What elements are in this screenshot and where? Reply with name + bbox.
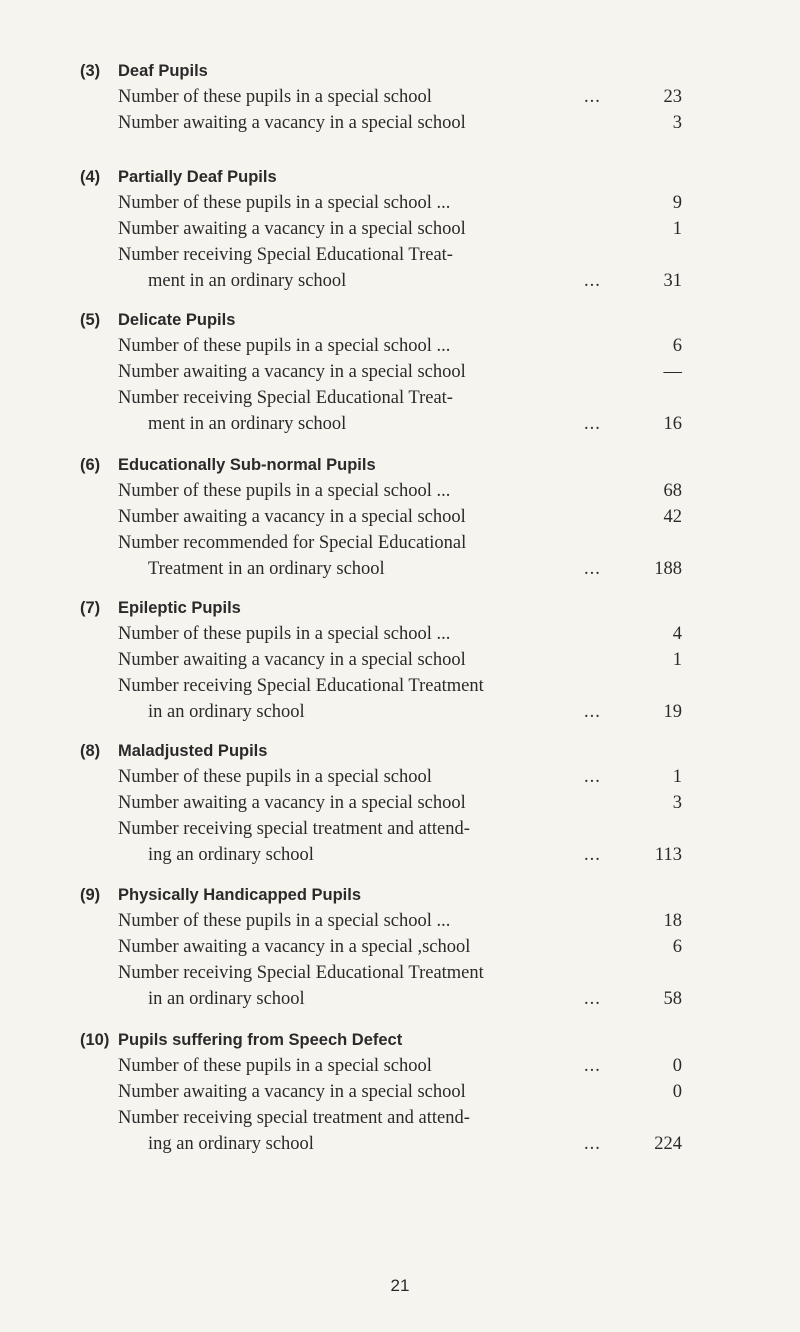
table-row: [80, 190, 700, 216]
row-value: 68: [663, 481, 682, 501]
section-partially-deaf-pupils: [80, 164, 700, 294]
table-row: [80, 530, 700, 556]
row-label: Number awaiting a vacancy in a special school: [118, 219, 466, 239]
section-title: Maladjusted Pupils: [118, 742, 268, 760]
row-value: 188: [654, 559, 682, 579]
section-title: Delicate Pupils: [118, 311, 236, 329]
section-title: Deaf Pupils: [118, 62, 208, 80]
row-label: Number of these pupils in a special school: [118, 767, 432, 787]
table-row: [80, 986, 700, 1012]
row-label: in an ordinary school: [148, 989, 305, 1009]
section-number: (8): [80, 742, 101, 760]
section-heading: [80, 452, 700, 478]
leader-dots: ...: [584, 702, 601, 722]
row-value: 6: [672, 336, 682, 356]
row-label: Number of these pupils in a special school ...: [118, 193, 451, 213]
row-label: Number awaiting a vacancy in a special school: [118, 362, 466, 382]
row-value: 3: [672, 793, 682, 813]
table-row: [80, 934, 700, 960]
section-heading: [80, 164, 700, 190]
table-row: [80, 673, 700, 699]
row-label: Number recommended for Special Educational: [118, 533, 467, 553]
row-label: ing an ordinary school: [148, 1134, 314, 1154]
row-label: ment in an ordinary school: [148, 414, 347, 434]
section-delicate-pupils: [80, 307, 700, 437]
section-educationally-subnormal-pupils: [80, 452, 700, 582]
section-number: (3): [80, 62, 101, 80]
section-number: (7): [80, 599, 101, 617]
row-label: Number awaiting a vacancy in a special school: [118, 650, 466, 670]
row-value: 113: [654, 845, 682, 865]
table-row: [80, 842, 700, 868]
section-heading: [80, 595, 700, 621]
leader-dots: ...: [584, 559, 601, 579]
row-label: Number of these pupils in a special school ...: [118, 624, 451, 644]
row-label: Number receiving Special Educational Treat-: [118, 388, 453, 408]
section-title: Partially Deaf Pupils: [118, 168, 277, 186]
table-row: [80, 411, 700, 437]
section-title: Pupils suffering from Speech Defect: [118, 1031, 403, 1049]
table-row: [80, 110, 700, 136]
row-value: 1: [672, 767, 682, 787]
row-label: Number awaiting a vacancy in a special school: [118, 507, 466, 527]
table-row: [80, 647, 700, 673]
table-row: [80, 556, 700, 582]
table-row: [80, 1079, 700, 1105]
section-heading: [80, 882, 700, 908]
leader-dots: ...: [584, 87, 601, 107]
leader-dots: ...: [584, 767, 601, 787]
table-row: [80, 764, 700, 790]
table-row: [80, 816, 700, 842]
row-value: 0: [672, 1056, 682, 1076]
leader-dots: ...: [584, 414, 601, 434]
row-label: Number receiving special treatment and attend-: [118, 1108, 470, 1128]
row-label: Number receiving Special Educational Treat-: [118, 245, 453, 265]
row-value: 9: [672, 193, 682, 213]
section-number: (6): [80, 456, 101, 474]
table-row: [80, 504, 700, 530]
table-row: [80, 216, 700, 242]
table-row: [80, 333, 700, 359]
section-number: (10): [80, 1031, 110, 1049]
section-heading: [80, 738, 700, 764]
table-row: [80, 385, 700, 411]
row-label: Number receiving Special Educational Treatment: [118, 676, 484, 696]
row-value: 1: [672, 650, 682, 670]
row-label: Number of these pupils in a special school: [118, 87, 432, 107]
row-label: Number awaiting a vacancy in a special school: [118, 113, 466, 133]
table-row: [80, 268, 700, 294]
row-label: Number awaiting a vacancy in a special school: [118, 793, 466, 813]
row-label: in an ordinary school: [148, 702, 305, 722]
section-number: (9): [80, 886, 101, 904]
row-value: 1: [672, 219, 682, 239]
row-value: 31: [663, 271, 682, 291]
leader-dots: ...: [584, 989, 601, 1009]
section-maladjusted-pupils: [80, 738, 700, 868]
section-title: Physically Handicapped Pupils: [118, 886, 361, 904]
row-value: 19: [663, 702, 682, 722]
row-label: ment in an ordinary school: [148, 271, 347, 291]
row-value: —: [663, 362, 682, 382]
row-label: Number receiving Special Educational Treatment: [118, 963, 484, 983]
row-value: 42: [663, 507, 682, 527]
table-row: [80, 242, 700, 268]
row-value: 3: [672, 113, 682, 133]
row-label: Number awaiting a vacancy in a special school: [118, 1082, 466, 1102]
row-value: 0: [672, 1082, 682, 1102]
section-deaf-pupils: [80, 58, 700, 136]
row-value: 4: [672, 624, 682, 644]
table-row: [80, 960, 700, 986]
row-value: 6: [672, 937, 682, 957]
page-number: 21: [390, 1276, 410, 1295]
table-row: [80, 621, 700, 647]
table-row: [80, 1105, 700, 1131]
section-heading: [80, 1027, 700, 1053]
table-row: [80, 1131, 700, 1157]
row-value: 23: [663, 87, 682, 107]
leader-dots: ...: [584, 1056, 601, 1076]
section-heading: [80, 307, 700, 333]
leader-dots: ...: [584, 271, 601, 291]
section-number: (5): [80, 311, 101, 329]
table-row: [80, 478, 700, 504]
row-label: Number of these pupils in a special school ...: [118, 336, 451, 356]
row-value: 16: [663, 414, 682, 434]
leader-dots: ...: [584, 1134, 601, 1154]
section-heading: [80, 58, 700, 84]
row-label: Number of these pupils in a special school: [118, 1056, 432, 1076]
section-physically-handicapped-pupils: [80, 882, 700, 1012]
row-value: 18: [663, 911, 682, 931]
row-value: 224: [654, 1134, 682, 1154]
table-row: [80, 908, 700, 934]
table-row: [80, 699, 700, 725]
section-speech-defect-pupils: [80, 1027, 700, 1157]
section-number: (4): [80, 168, 101, 186]
table-row: [80, 84, 700, 110]
row-label: Number awaiting a vacancy in a special ,school: [118, 937, 471, 957]
leader-dots: ...: [584, 845, 601, 865]
table-row: [80, 790, 700, 816]
row-label: Number of these pupils in a special school ...: [118, 481, 451, 501]
section-title: Epileptic Pupils: [118, 599, 241, 617]
row-label: Treatment in an ordinary school: [148, 559, 385, 579]
table-row: [80, 359, 700, 385]
row-value: 58: [663, 989, 682, 1009]
row-label: ing an ordinary school: [148, 845, 314, 865]
section-title: Educationally Sub-normal Pupils: [118, 456, 376, 474]
row-label: Number of these pupils in a special school ...: [118, 911, 451, 931]
row-label: Number receiving special treatment and attend-: [118, 819, 470, 839]
section-epileptic-pupils: [80, 595, 700, 725]
table-row: [80, 1053, 700, 1079]
